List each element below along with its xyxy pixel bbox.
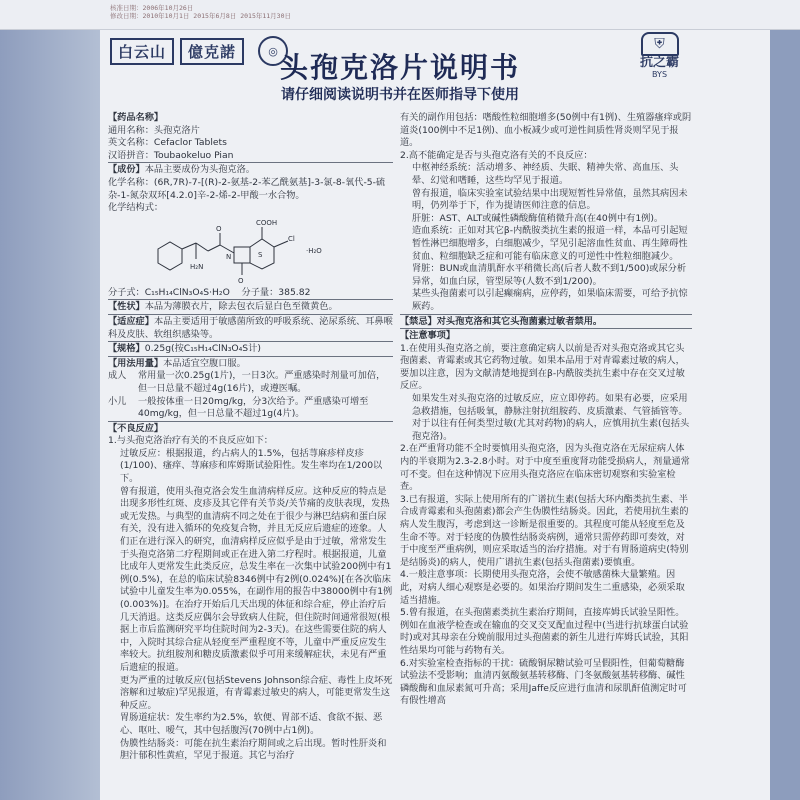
precaution-3: 3.已有报道，实际上使用所有的广谱抗生素(包括大环内酯类抗生素、半合成青霉素和头孢菌素)都会产生伪膜性结肠炎。因此，若使用抗生素的病人发生腹泻，考虑到这一诊断是很重要的。其程度可能从轻度至危及生命不等。对于轻度的伪膜性结肠炎病例，通常只需停药即可奏效，对于中度至严重病例，则应采取适当的治疗措施。对于有胃肠道病史(特别是结肠炎)的病人，使用广谱抗生素(包括头孢菌素)要慎重。: [400, 493, 689, 568]
pinyin-name: 汉语拼音：Toubaokeluo Pian: [108, 149, 234, 161]
document-title: 头孢克洛片说明书: [279, 51, 520, 84]
ingredient-text: 本品主要成份为头孢克洛。: [144, 164, 255, 176]
dosage-adult-text: 常用量一次0.25g(1片)，一日3次。严重感染时剂量可加倍，但一日总量不超过4g(16片)，或遵医嘱。: [138, 370, 386, 394]
adverse-cont-6: 造血系统：正如对其它β-内酰胺类抗生素的报道一样，本品可引起短暂性淋巴细胞增多，白细胞减少，罕见引起溶血性贫血、再生障碍性贫血、粒细胞缺乏症和可能有临床意义的可逆性中性粒细胞减少。: [412, 225, 688, 262]
section-ingredient-heading: 【成份】: [108, 164, 145, 176]
emblem-subtext: BYS: [652, 70, 668, 79]
right-background-strip: [770, 30, 800, 800]
dosage-adult-label: 成人: [108, 370, 127, 382]
adverse-cont-5: 肝脏：AST、ALT或碱性磷酸酶值稍微升高(在40例中有1例)。: [412, 212, 664, 224]
adverse-cont-7: 肾脏：BUN或血清肌酐水平稍微长高(后者人数不到1/500)或尿分析异常，如血白尿，管型尿等(人数不到1/200)。: [412, 263, 687, 287]
molecular-weight: 分子量：385.82: [241, 286, 311, 298]
adverse-cont-2: 2.高不能确定是否与头孢克洛有关的不良反应：: [400, 149, 593, 161]
svg-text:Cl: Cl: [288, 234, 295, 243]
precaution-2: 2.在严重肾功能不全时要慎用头孢克洛，因为头孢克洛在无尿症病人体内的半衰期为2.3-2.8小时。对于中度至重度肾功能受损病人，剂量通常可不变。但在这种情况下应用头孢克洛应在临床密切观察和实验室检查。: [400, 443, 690, 493]
svg-text:O: O: [216, 224, 222, 233]
contraindication-text: 对头孢克洛和其它头孢菌素过敏者禁用。: [436, 315, 603, 327]
adverse-cont-3: 中枢神经系统：活动增多、神经质、失眠、精神失常、高血压、头晕、幻觉和嗜睡，这些均罕见于报道。: [412, 162, 679, 186]
document-subtitle: 请仔细阅读说明书并在医师指导下使用: [281, 87, 519, 103]
svg-text:H₂N: H₂N: [190, 262, 204, 271]
section-properties-heading: 【性状】: [108, 301, 145, 313]
adverse-para-4: 更为严重的过敏反应(包括Stevens Johnson综合症、毒性上皮坏死溶解和过敏症)罕见报道，有青霉素过敏史的病人，可能更常发生这种反应。: [120, 674, 393, 711]
section-spec-heading: 【规格】: [108, 343, 145, 355]
adverse-cont-8: 某些头孢菌素可以引起癫痫病，应停药，如果临床需要，可给予抗惊厥药。: [412, 288, 688, 312]
dosage-table: [108, 370, 393, 420]
approval-date-line-1: 核准日期：2006年10月26日: [110, 4, 194, 12]
brand-yikenuo: 億克諾: [180, 38, 244, 65]
brand-baiyunshan: 白云山: [110, 38, 174, 65]
adverse-para-1: 1.与头孢克洛治疗有关的不良反应如下：: [108, 435, 273, 447]
section-drug-name-heading: 【药品名称】: [108, 112, 164, 123]
section-contraindication-heading: 【禁忌】: [400, 315, 437, 327]
emblem-text: 抗之霸: [640, 55, 680, 70]
properties-text: 本品为薄膜衣片，除去包衣后显白色至微黄色。: [144, 301, 338, 313]
svg-text:S: S: [258, 250, 263, 259]
precaution-1b: 如果发生对头孢克洛的过敏反应，应立即停药。如果有必要，应采用急救措施，包括吸氧，静脉注射抗组胺药、皮质激素、气管插管等。对于以往有任何类型过敏(尤其对药物)的病人，应慎用抗生素(包括头孢克洛)。: [412, 393, 690, 442]
adverse-para-3: 曾有报道，使用头孢克洛会发生血清病样反应。这种反应的特点是出现多形性红斑、皮疹及其它伴有关节炎/关节痛的皮肤表现，发热或无发热。与典型的血清病不同之处在于很少与淋巴结病和蛋白尿有关，没有进入循环的免疫复合物，并且无反应后遗症的迹象。人们正在进行深入的研究，血清病样反应似乎是由于过敏，常常发生于头孢克洛第二疗程期间或正在进入第二疗程时。根据报道，儿童比成年人更常发生此类反应，总发生率在一次集中试验200例中有1例(0.5%)，在总的临床试验8346例中有2例(0.024%)[在各次临床试验中儿童发生率为0.055%，在副作用的报告中38000例中有1例(0.003%)]。在治疗开始后几天出现的体征和综合症，停止治疗后几天消退。这类反应偶尔会导致病人住院，但住院时间通常很短(根据上市后监测研究平均住院时间为2-3天)。在这些需要住院的病人中，入院时其综合症从轻度至严重程度不等，儿童中严重反应发生率较大。抗组胺剂和糖皮质激素似乎可用来缓解症状，未见有严重后遗症的报道。: [120, 485, 393, 673]
adverse-cont-1: 有关的副作用包括：嗜酸性粒细胞增多(50例中有1例)、生殖器瘙痒或阴道炎(100例中不足1例)、血小板减少或可逆性间质性肾炎则罕见于报道。: [400, 112, 692, 149]
dosage-child-label: 小儿: [108, 395, 127, 407]
company-seal-icon: ◎: [258, 36, 288, 66]
dosage-child-text: 一般按体重一日20mg/kg，分3次给予。严重感染可增至40mg/kg，但一日总量不超过1g(4片)。: [138, 395, 369, 420]
section-indications-heading: 【适应症】: [108, 315, 154, 327]
chemical-structure-diagram: [108, 217, 393, 285]
section-adverse-heading: 【不良反应】: [108, 421, 393, 436]
svg-text:O: O: [238, 276, 244, 285]
shield-emblem-icon: ⛨: [641, 32, 679, 56]
precaution-5: 5.曾有报道，在头孢菌素类抗生素治疗期间，直接库姆氏试验呈阳性。例如在血液学检查或在输血的交叉交叉配血过程中(当进行抗球蛋白试验时)或对其母亲在分娩前服用过头孢菌素的新生儿进行库姆氏试验，其阳性结果均可能与药物有关。: [400, 607, 689, 656]
precaution-6: 6.对实验室检查指标的干扰：硫酸铜尿糖试验可呈假阳性，但葡萄糖酶试验法不受影响；血清丙氨酸氨基转移酶、门冬氨酸氨基转移酶、碱性磷酸酶和血尿素氮可升高；采用Jaffe反应进行血清和尿肌酐值测定时可有假性增高: [400, 657, 687, 707]
section-precautions-heading: 【注意事项】: [400, 328, 692, 343]
adverse-para-2: 过敏反应：根据报道，约占病人的1.5%，包括荨麻疹样皮疹(1/100)、瘙痒、荨麻疹和库姆斯试验阳性。发生率均在1/200以下。: [120, 447, 383, 485]
adverse-cont-4: 曾有报道，临床实验室试验结果中出现短暂性异常值，虽然其病因未明，仍列举于下，作为提请医师注意的信息。: [412, 187, 688, 212]
svg-text:·H₂O: ·H₂O: [306, 246, 322, 255]
approval-date-line-2: 修改日期：2010年10月1日 2015年6月8日 2015年11月30日: [110, 12, 292, 20]
svg-text:COOH: COOH: [256, 218, 278, 227]
generic-name: 通用名称：头孢克洛片: [108, 124, 200, 136]
adverse-para-6: 伪膜性结肠炎：可能在抗生素治疗期间或之后出现。暂时性肝炎和胆汁郁积性黄疸，罕见于报道。其它与治疗: [120, 737, 387, 762]
adverse-para-5: 胃肠道症状：发生率约为2.5%，软便、胃部不适、食欲不振、恶心、呕吐、嗳气，其中包括腹泻(70例中占1例)。: [120, 712, 383, 736]
approval-dates: [110, 4, 291, 20]
usage-text: 本品适宜空腹口服。: [163, 357, 246, 369]
molecular-formula: 分子式：C₁₅H₁₄ClN₃O₄S·H₂O: [108, 286, 230, 298]
right-column: [400, 112, 692, 708]
precaution-1: 1.在使用头孢克洛之前，要注意确定病人以前是否对头孢克洛或其它头孢菌素、青霉素或其它药物过敏。如果本品用于对青霉素过敏的病人，要加以注意，因为文献清楚地提到在β-内酰胺类抗生素中存在交叉过敏反应。: [400, 342, 685, 392]
left-column: [108, 112, 393, 763]
indications-text: 本品主要适用于敏感菌所致的呼吸系统、泌尿系统、耳鼻喉科及皮肤、软组织感染等。: [108, 315, 393, 340]
svg-text:N: N: [226, 252, 232, 261]
section-usage-heading: 【用法用量】: [108, 357, 164, 369]
english-name: 英文名称：Cefaclor Tablets: [108, 137, 227, 149]
structure-heading: 化学结构式：: [108, 202, 164, 214]
structure-drawing: [138, 219, 358, 285]
chemical-name: 化学名称：(6R,7R)-7-[(R)-2-氨基-2-苯乙酰氨基]-3-氯-8-氧代-5-硫杂-1-氮杂双环[4.2.0]辛-2-烯-2-甲酸一水合物。: [108, 176, 386, 201]
precaution-4: 4.一般注意事项：长期使用头孢克洛，会使不敏感菌株大量繁殖。因此，对病人细心观察是必要的。如果治疗期间发生二重感染，必须采取适当措施。: [400, 569, 685, 606]
left-background-strip: [0, 30, 100, 800]
spec-text: 0.25g(按C₁₅H₁₄ClN₃O₄S计): [144, 343, 261, 355]
